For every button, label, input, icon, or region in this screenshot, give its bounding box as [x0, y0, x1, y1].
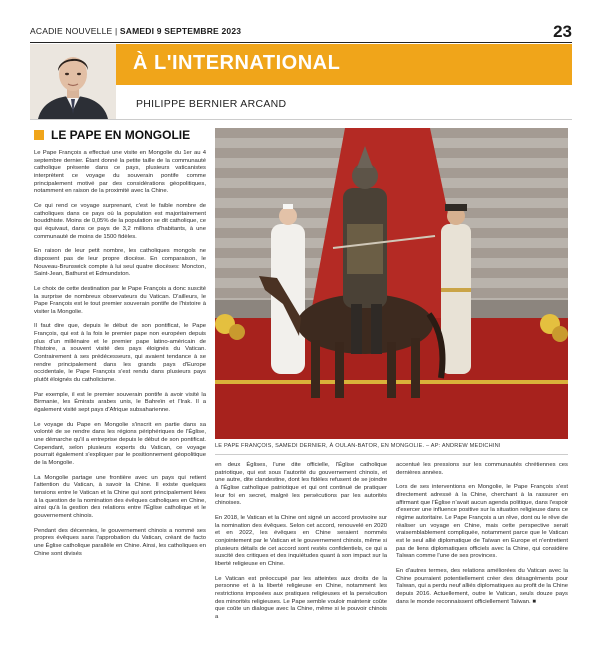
paragraph: En raison de leur petit nombre, les catholiques mongols ne disposent pas de leur propre diocèse. En comparaison, le Nouveau-Brunswick compte à lui seul quatre diocèses: Moncton, Saint-Jean, Bathurst et Edmundston.	[34, 248, 206, 278]
paragraph: Le voyage du Pape en Mongolie s'inscrit en partie dans sa volonté de se rendre dans les régions périphériques de l'Église, une démarche qu'il a entreprise depuis le début de son pontificat. Cependant, selon plusieurs experts du Vatican, ce voyage pourrait également s'expliquer par le positionnement géopolitique de la Mongolie.	[34, 421, 206, 466]
issue-date: SAMEDI 9 SEPTEMBRE 2023	[119, 26, 242, 36]
headline-square-icon	[34, 130, 44, 140]
paragraph: Le Vatican est préoccupé par les atteintes aux droits de la personne et à la liberté religieuse en Chine, notamment les restrictions imposées aux pratiques religieuses et la persécution des minorités religieuses. Le Pape semble vouloir maintenir coûte que coûte un dialogue avec la Chine, même si le pouvoir chinois a	[215, 575, 387, 620]
masthead-separator: |	[114, 26, 118, 36]
author-byline: PHILIPPE BERNIER ARCAND	[136, 98, 287, 110]
masthead-line	[30, 26, 241, 36]
section-banner	[116, 44, 572, 85]
section-rule	[30, 119, 572, 120]
paragraph: Ce qui rend ce voyage surprenant, c'est le faible nombre de catholiques dans ce pays où la population est majoritairement bouddhiste. Moins de 0,05% de la population se dit catholique, ce qui équivaut, dans ce pays de 3,2 millions d'habitants, à une communauté de moins de 1500 fidèles.	[34, 202, 206, 240]
paragraph: en deux Églises, l'une dite officielle, l'Église catholique patriotique, qui est sous l'autorité du gouvernement chinois, et une autre, dite clandestine, dont les fidèles refusent de se joindre à l'Église catholique patriotique et qui ont continué de pratiquer leur foi en secret, malgré les persécutions par les autorités chinoises.	[215, 462, 387, 507]
paragraph: Il faut dire que, depuis le début de son pontificat, le Pape François, qui est à la fois le premier pape non européen depuis plus d'un millénaire et le premier pape latino-américain de l'histoire, a souvent visité des pays éloignés du Vatican. Contrairement à ses prédécesseurs, qui avaient tendance à se rendre principalement dans les grands pays d'Europe occidentale, le Pape François s'est rendu dans plusieurs pays plutôt éloignés du catholicisme.	[34, 323, 206, 384]
photo-caption: LE PAPE FRANÇOIS, SAMEDI DERNIER, À OULAN-BATOR, EN MONGOLIE. – AP: ANDREW MEDICHINI	[215, 443, 501, 449]
page-number: 23	[553, 22, 572, 41]
article-column-2	[215, 462, 387, 628]
paragraph: Le choix de cette destination par le Pape François a donc suscité la surprise de nombreux observateurs du Vatican. D'ailleurs, le Pape François est le tout premier souverain pontife de l'histoire à visiter la Mongolie.	[34, 285, 206, 315]
masthead	[30, 22, 572, 42]
section-title: À L'INTERNATIONAL	[133, 52, 341, 74]
author-portrait	[30, 44, 116, 119]
official-figure	[441, 204, 471, 374]
paragraph: En 2018, le Vatican et la Chine ont signé un accord provisoire sur la nomination des évêques. Selon cet accord, renouvelé en 2020 et en 2022, les évêques en Chine seraient nommés conjointement par le Vatican et le gouvernement chinois, même si plusieurs détails de cet accord sont restés confidentiels, ce qui a suscité des critiques et des inquiétudes quant à son impact sur la liberté religieuse en Chine.	[215, 514, 387, 567]
caption-rule	[215, 454, 568, 455]
paper-name: ACADIE NOUVELLE	[30, 26, 113, 36]
paragraph: En d'autres termes, des relations améliorées du Vatican avec la Chine pourraient potentiellement créer des désagréments pour Taïwan, qui a perdu neuf alliés diplomatiques au profit de la Chine depuis 2016. Actuellement, outre le Vatican, seuls douze pays dans le monde reconnaissent officiellement Taïwan. ■	[396, 567, 568, 605]
article-headline	[34, 128, 190, 142]
paragraph: Par exemple, il est le premier souverain pontife à avoir visité la Birmanie, les Émirats arabes unis, le Bahreïn et l'Irak. Il a également visité sept pays d'Afrique subsaharienne.	[34, 391, 206, 414]
paragraph: La Mongolie partage une frontière avec un pays qui retient l'attention du Vatican, à savoir la Chine. Il existe quelques tensions entre le Vatican et la Chine qui sont principalement liées à la question de la nomination des évêques catholiques en Chine, ainsi qu'à la gestion des relations entre l'Église catholique et le gouvernement chinois.	[34, 474, 206, 519]
paragraph: Pendant des décennies, le gouvernement chinois a nommé ses propres évêques sans l'approbation du Vatican, créant de facto une Église catholique parallèle en Chine. Ainsi, les catholiques en Chine sont divisés	[34, 527, 206, 557]
paragraph: Lors de ses interventions en Mongolie, le Pape François s'est directement adressé à la Chine, cherchant à la rassurer en affirmant que l'Église n'avait aucun agenda politique, dans l'espoir d'exercer une influence positive sur la situation religieuse dans ce régime autoritaire. Le Pape François a un rêve, dont ou le rêve de réaliser un voyage en Chine, mais cette perspective serait vraisemblablement compliquée, notamment parce que le Vatican est le seul allié diplomatique de Taïwan en Europe et n'entretient pas de liens diplomatiques officiels avec la Chine, qui considère Taïwan comme l'une de ses provinces.	[396, 484, 568, 560]
article-column-3	[396, 462, 568, 613]
headline-text: LE PAPE EN MONGOLIE	[51, 128, 191, 142]
article-photo	[215, 128, 568, 439]
paragraph: Le Pape François a effectué une visite en Mongolie du 1er au 4 septembre dernier. Étant donné la petite taille de la communauté catholique présente dans ce pays, plusieurs vaticanistes interprètent ce voyage du souverain pontife comme principalement motivé par des considérations géopolitiques, notamment en raison de la proximité avec la Chine.	[34, 150, 206, 195]
top-rule	[30, 42, 572, 43]
article-column-1	[34, 150, 206, 565]
photo-scene	[215, 128, 568, 439]
author-portrait-graphic	[30, 44, 116, 119]
paragraph: accentué les pressions sur les communautés chrétiennes ces dernières années.	[396, 462, 568, 476]
